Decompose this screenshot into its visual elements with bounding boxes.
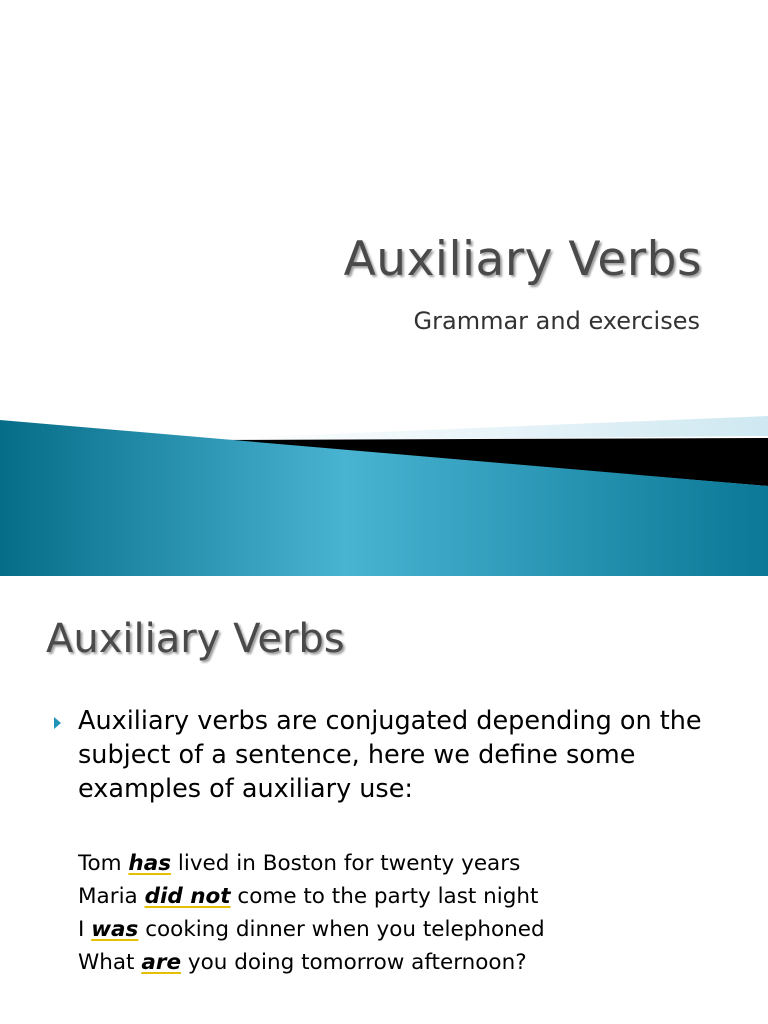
auxiliary-verb: has: [128, 851, 172, 876]
bullet-point: [54, 704, 734, 806]
example-text: I: [78, 917, 92, 942]
example-text: What: [78, 950, 142, 975]
example-text: you doing tomorrow afternoon?: [181, 950, 527, 975]
example-text: Maria: [78, 884, 145, 909]
slide-subtitle: Grammar and exercises: [413, 307, 700, 335]
example-text: lived in Boston for twenty years: [171, 851, 521, 876]
pale-band: [230, 416, 768, 440]
content-title: Auxiliary Verbs: [46, 616, 345, 662]
example-text: come to the party last night: [230, 884, 539, 909]
bullet-text: Auxiliary verbs are conjugated depending on the subject of a sentence, here we define some examples of auxiliary use:: [78, 706, 702, 804]
example-sentence: [78, 946, 545, 979]
example-text: Tom: [78, 851, 129, 876]
example-sentence: [78, 913, 545, 946]
examples-list: [78, 847, 545, 979]
content-slide: [0, 576, 768, 1024]
auxiliary-verb: did not: [144, 884, 231, 909]
triangle-bullet-icon: [54, 717, 61, 729]
auxiliary-verb: are: [141, 950, 182, 975]
auxiliary-verb: was: [91, 917, 139, 942]
example-sentence: [78, 880, 545, 913]
slide-title: Auxiliary Verbs: [343, 232, 702, 287]
example-sentence: [78, 847, 545, 880]
decorative-swoosh-banner: [0, 410, 768, 576]
example-text: cooking dinner when you telephoned: [138, 917, 545, 942]
